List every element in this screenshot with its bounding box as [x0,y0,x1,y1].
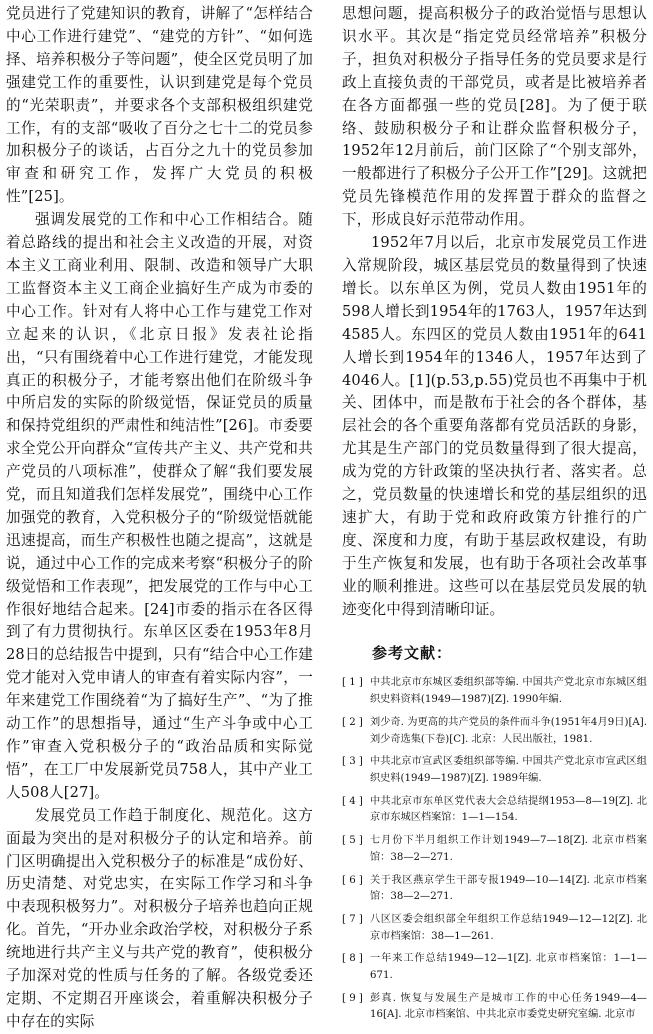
reference-item [342,912,647,945]
left-column [6,3,313,1034]
reference-item [342,675,647,708]
reference-number: [ 6 ] [342,874,363,886]
reference-item [342,715,647,748]
body-paragraph: 强调发展党的工作和中心工作相结合。随着总路线的提出和社会主义改造的开展，对资本主义工商业利用、限制、改造和领导广大职工监督资本主义工商企业搞好生产成为市委的中心工作。针对有人将中心工作与建党工作对立起来的认识，《北京日报》发表社论指出，“只有围绕着中心工作进行建党，才能发现真正的积极分子，才能考察出他们在阶级斗争中所启发的实际的阶级觉悟，保证党员的质量和保持党组织的严肃性和纯洁性”[26]。市委要求全党公开向群众“宣传共产主义、共产党和共产党员的八项标准”，使群众了解“我们要发展党，而且知道我们怎样发展党”，围绕中心工作加强党的教育，入党积极分子的“阶级觉悟就能迅速提高，而生产积极性也随之提高”，这就是说，通过中心工作的完成来考察“积极分子的阶级觉悟和工作表现”，把发展党的工作与中心工作很好地结合起来。[24]市委的指示在各区得到了有力贯彻执行。东单区区委在1953年8月28日的总结报告中提到，只有“结合中心工作建党才能对入党申请人的审查有着实际内容”，一年来建党工作围绕着“为了搞好生产”、“为了推动工作”的思想指导，通过“生产斗争或中心工作”审查入党积极分子的“政治品质和实际觉悟”，在工厂中发展新党员758人，其中产业工人508人[27]。 [6,211,313,801]
reference-number: [ 1 ] [342,677,363,689]
reference-item [342,833,647,866]
reference-text: 中共北京市东城区委组织部等编. 中国共产党北京市东城区组织史料资料(1949—1987)[Z]. 1990年编. [370,677,647,706]
reference-item [342,991,647,1024]
reference-number: [ 3 ] [342,756,363,768]
reference-item [342,951,647,984]
right-column [342,3,647,1030]
reference-text: 关于我区燕京学生干部专报1949—10—14[Z]. 北京市档案馆：38—2—271. [370,874,647,903]
reference-text: 一年来工作总结1949—12—1[Z]. 北京市档案馆：1—1—671. [370,953,647,982]
references-heading: 参考文献： [372,644,453,663]
body-paragraph: 发展党员工作趋于制度化、规范化。这方面最为突出的是对积极分子的认定和培养。前门区明确提出入党积极分子的标准是“成份好、历史清楚、对党忠实，在实际工作学习和斗争中表现积极努力”。对积极分子培养也趋向正规化。首先，“开办业余政治学校，对积极分子系统地进行共产主义与共产党的教育”，使积极分子加深对党的性质与任务的了解。各级党委还定期、不定期召开座谈会，着重解决积极分子中存在的实际 [6,806,313,1030]
reference-list [342,675,647,1024]
reference-text: 彭真. 恢复与发展生产是城市工作的中心任务1949—4—16[A]. 北京市档案馆、中共北京市委党史研究室编. 北京市 [370,992,647,1021]
body-paragraph: 党员进行了党建知识的教育，讲解了“怎样结合中心工作进行建党”、“建党的方针”、“如何选择、培养积极分子等问题”，使全区党员明了加强建党工作的重要性，认识到建党是每个党员的“光荣职责”，并要求各个支部积极组织建党工作，有的支部“吸收了百分之七十二的党员参加积极分子的谈话，占百分之九十的党员参加审查和研究工作，发挥广大党员的积极性”[25]。 [6,5,313,206]
reference-text: 刘少奇. 为更高的共产党员的条件而斗争(1951年4月9日)[A]. 刘少奇选集(下卷)[C]. 北京：人民出版社，1981. [370,716,647,745]
reference-number: [ 2 ] [342,716,363,728]
reference-item [342,873,647,906]
reference-text: 八区区委会组织部全年组织工作总结1949—12—12[Z]. 北京市档案馆：38—1—261. [370,913,647,942]
reference-item [342,794,647,827]
reference-number: [ 7 ] [342,913,363,925]
body-paragraph: 1952年7月以后，北京市发展党员工作进入常规阶段，城区基层党员的数量得到了快速增长。以东单区为例，党员人数由1951年的598人增长到1954年的1763人，1957年达到4585人。东四区的党员人数由1951年的641人增长到1954年的1346人，1957年达到了4046人。[1](p.53,p.55)党员也不再集中于机关、团体中，而是散布于社会的各个群体，基层社会的各个重要角落都有党员活跃的身影，尤其是生产部门的党员数量得到了很大提高，成为党的方针政策的坚决执行者、落实者。总之，党员数量的快速增长和党的基层组织的迅速扩大，有助于党和政府政策方针推行的广度、深度和力度，有助于基层政权建设，有助于生产恢复和发展，也有助于各项社会改革事业的顺利推进。这些可以在基层党员发展的轨迹变化中得到清晰印证。 [342,234,647,618]
reference-text: 中共北京市宣武区委组织部等编. 中国共产党北京市宣武区组织史料(1949—1987)[Z]. 1989年编. [370,756,647,784]
reference-text: 七月份下半月组织工作计划1949—7—18[Z]. 北京市档案馆：38—2—271. [370,835,647,863]
reference-number: [ 9 ] [342,992,363,1004]
reference-number: [ 8 ] [342,953,363,965]
body-paragraph: 思想问题，提高积极分子的政治觉悟与思想认识水平。其次是“指定党员经常培养”积极分子，担负对积极分子指导任务的党员要求是行政上直接负责的干部党员，或者是比被培养者在各方面都强一些的党员[28]。为了便于联络、鼓励积极分子和让群众监督积极分子，1952年12月前后，前门区除了“个别支部外，一般都进行了积极分子公开工作”[29]。这就把党员先锋模范作用的发挥置于群众的监督之下，形成良好示范带动作用。 [342,5,647,229]
reference-number: [ 5 ] [342,835,363,847]
reference-number: [ 4 ] [342,795,363,807]
reference-text: 中共北京市东单区党代表大会总结提纲1953—8—19[Z]. 北京市东城区档案馆：1—1—154. [370,795,647,824]
reference-item [342,754,647,787]
